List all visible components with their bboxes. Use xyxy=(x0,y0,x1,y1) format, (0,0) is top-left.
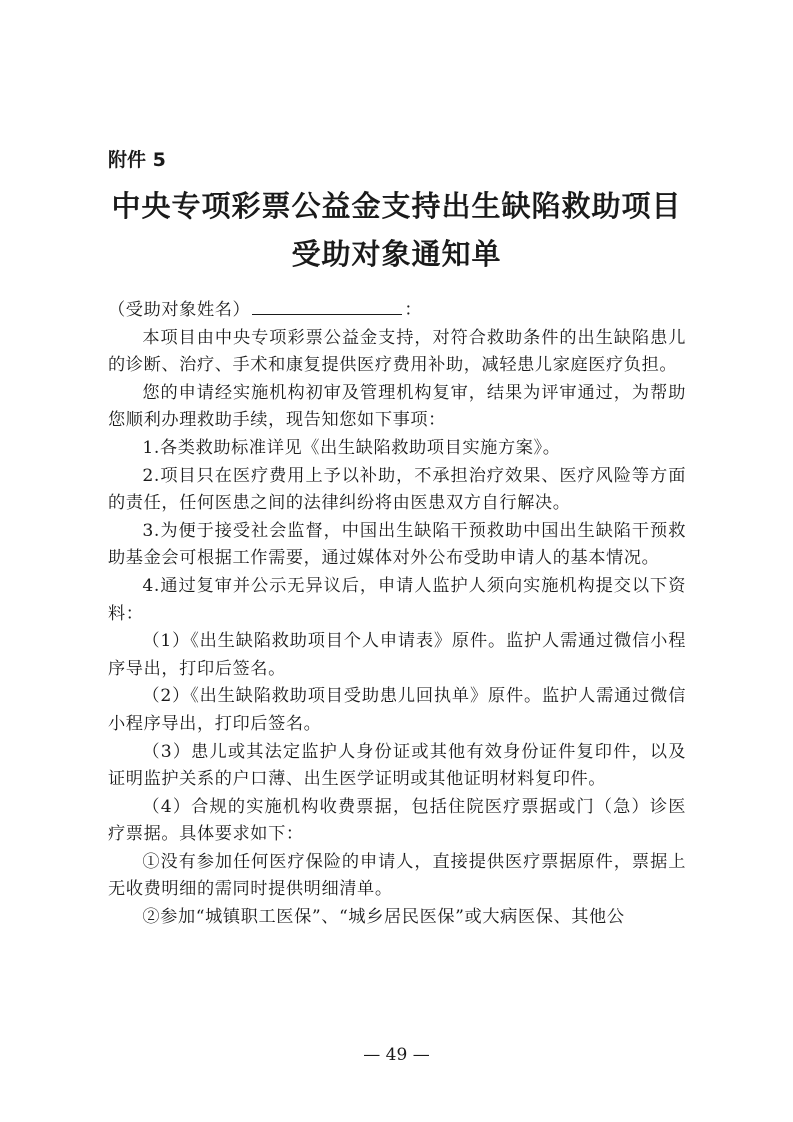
item-4: 4.通过复审并公示无异议后，申请人监护人须向实施机构提交以下资料： xyxy=(108,575,686,624)
item-1: 1.各类救助标准详见《出生缺陷救助项目实施方案》。 xyxy=(142,437,561,458)
recipient-label: （受助对象姓名） xyxy=(108,300,251,320)
document-body xyxy=(108,296,686,932)
requirement-2: ②参加“城镇职工医保”、“城乡居民医保”或大病医保、其他公 xyxy=(142,907,625,928)
item-2: 2.项目只在医疗费用上予以补助，不承担治疗效果、医疗风险等方面的责任，任何医患之间的法律纠纷将由医患双方自行解决。 xyxy=(108,465,686,514)
sub-item-1: （1）《出生缺陷救助项目个人申请表》原件。监护人需通过微信小程序导出，打印后签名。 xyxy=(108,631,686,679)
recipient-name-blank xyxy=(252,296,402,315)
recipient-colon: ： xyxy=(404,300,423,320)
paragraph-notice: 您的申请经实施机构初审及管理机构复审，结果为评审通过，为帮助您顺利办理救助手续，现告知您如下事项： xyxy=(108,382,686,431)
attachment-label: 附件 5 xyxy=(108,149,166,171)
document-title-line-1: 中央专项彩票公益金支持出生缺陷救助项目 xyxy=(111,189,682,223)
sub-item-4: （4）合规的实施机构收费票据，包括住院医疗票据或门（急）诊医疗票据。具体要求如下： xyxy=(108,796,686,845)
page-number: — 49 — xyxy=(363,1045,430,1065)
document-title-line-2: 受助对象通知单 xyxy=(291,237,502,271)
sub-item-3: （3）患儿或其法定监护人身份证或其他有效身份证件复印件，以及证明监护关系的户口薄、出生医学证明或其他证明材料复印件。 xyxy=(108,741,686,790)
sub-item-2: （2）《出生缺陷救助项目受助患儿回执单》原件。监护人需通过微信小程序导出，打印后签名。 xyxy=(108,686,686,734)
requirement-1: ①没有参加任何医疗保险的申请人，直接提供医疗票据原件，票据上无收费明细的需同时提供明细清单。 xyxy=(108,851,686,900)
recipient-line xyxy=(108,296,686,325)
item-3: 3.为便于接受社会监督，中国出生缺陷干预救助中国出生缺陷干预救助基金会可根据工作需要，通过媒体对外公布受助申请人的基本情况。 xyxy=(108,520,686,569)
paragraph-intro: 本项目由中央专项彩票公益金支持，对符合救助条件的出生缺陷患儿的诊断、治疗、手术和康复提供医疗费用补助，减轻患儿家庭医疗负担。 xyxy=(108,327,686,376)
